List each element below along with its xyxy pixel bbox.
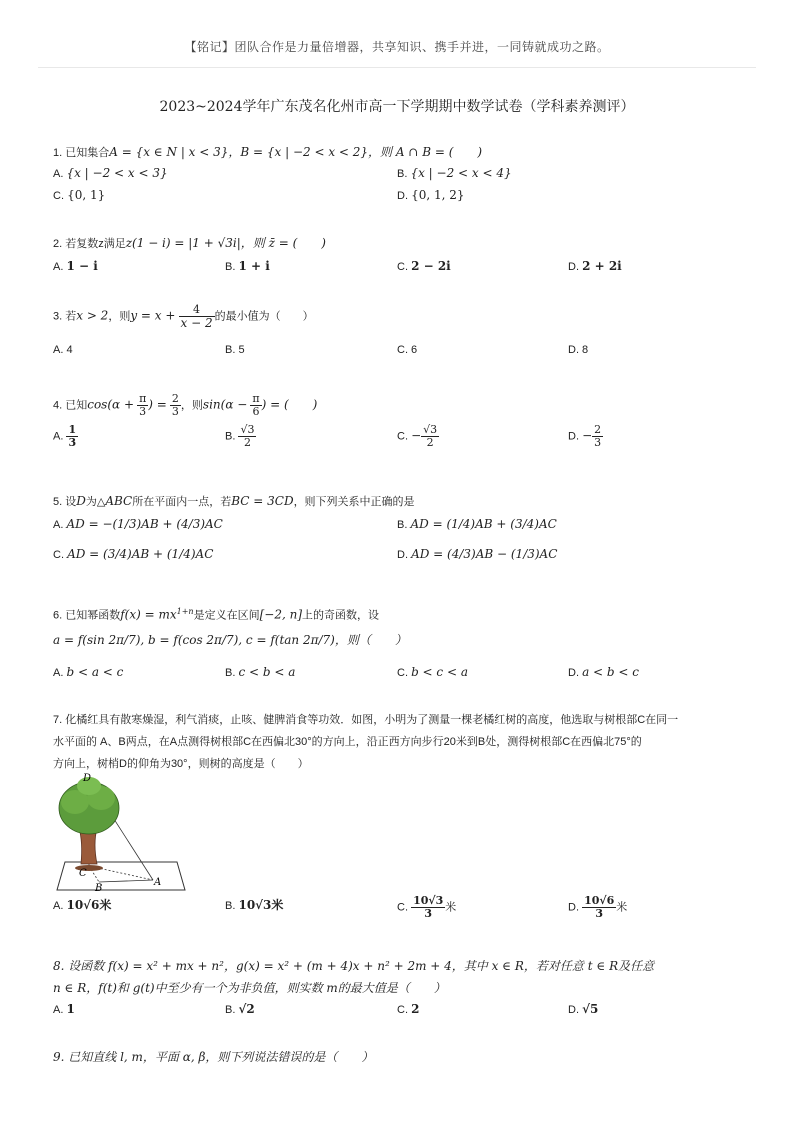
- q6-option-b[interactable]: [225, 664, 295, 681]
- q2-prefix: 2. 若复数: [53, 238, 99, 250]
- question-3-stem: [53, 304, 314, 329]
- q5-a-label: A.: [53, 519, 64, 531]
- q8-option-a[interactable]: [53, 1001, 75, 1018]
- q7-b-label: B.: [225, 900, 236, 912]
- q8-a-value: 1: [66, 1002, 75, 1016]
- q3-option-d[interactable]: D. 8: [568, 344, 589, 356]
- q4-frac-pi3: [137, 393, 148, 418]
- q1-a-value: {x | −2 < x < 3}: [66, 166, 168, 180]
- q7-label-a: A: [154, 877, 162, 888]
- q4-three: 3: [139, 405, 147, 418]
- q3-num: 4: [179, 304, 215, 317]
- q4-pi: π: [139, 392, 147, 405]
- q8-c-value: 2: [411, 1002, 420, 1016]
- q2-a-label: A.: [53, 261, 64, 273]
- q8-d-label: D.: [568, 1004, 579, 1016]
- q2-c-value: 2 − 2i: [411, 259, 451, 273]
- q4-frac-pi6: [250, 393, 261, 418]
- question-6-stem-line2: [53, 632, 407, 648]
- q4-c-frac: [421, 424, 439, 449]
- q8-b-value: √2: [238, 1002, 255, 1016]
- q1-option-a[interactable]: [53, 165, 168, 182]
- q6-b-label: B.: [225, 667, 236, 679]
- q6-mid: 是定义在区间: [193, 609, 260, 622]
- q6-option-d[interactable]: [568, 664, 639, 681]
- q4-frac-23: [170, 393, 181, 418]
- q1-option-c[interactable]: [53, 187, 105, 204]
- q7-label-d: D: [83, 773, 92, 784]
- q4-d-den: 3: [594, 436, 602, 449]
- q4-c-label: C.: [397, 430, 408, 443]
- q6-b-value: c < b < a: [238, 665, 296, 679]
- q5-suffix: ，则下列关系中正确的是: [293, 496, 415, 508]
- question-7-line2: 水平面的 A、B两点，在A点测得树根部C在西偏北30°的方向上，沿正西方向步行20米到B处，测得树根部C在西偏北75°的: [53, 736, 642, 748]
- q4-d-sign: −: [582, 428, 593, 443]
- q8-a-label: A.: [53, 1004, 64, 1016]
- q5-a-value: AD = −(1/3)AB + (4/3)AC: [66, 517, 223, 531]
- q7-d-num: 10√6: [584, 894, 615, 907]
- header-divider: [38, 67, 756, 68]
- q7-option-d[interactable]: [568, 895, 627, 920]
- q8-d-value: √5: [582, 1002, 599, 1016]
- q6-option-c[interactable]: [397, 664, 468, 681]
- q2-math: z(1 − i) = |1 + √3i|，则 z̄ = ( ): [125, 236, 326, 250]
- q4-b-num: √3: [240, 423, 255, 436]
- q7-b-value: 10√3米: [238, 898, 284, 912]
- question-8-line2: [53, 980, 753, 997]
- q5-b-label: B.: [397, 519, 408, 531]
- q7-d-frac: [582, 895, 616, 920]
- q6-d-value: a < b < c: [582, 665, 639, 679]
- q3-function: y = x +: [130, 308, 176, 323]
- q7-tree-figure: [53, 772, 193, 894]
- q4-rhs: sin(α −: [202, 397, 248, 412]
- q4-d-num: 2: [594, 423, 602, 436]
- q4-b-label: B.: [225, 430, 236, 443]
- q3-option-b[interactable]: B. 5: [225, 344, 245, 356]
- q2-mid: z满足: [98, 238, 126, 250]
- q9-stem-text: 9. 已知直线 l, m，平面 α, β，则下列说法错误的是（ ）: [53, 1050, 374, 1064]
- q3-suffix: 的最小值为（ ）: [214, 310, 314, 323]
- question-1-stem: [53, 144, 482, 161]
- q7-ground-plane: [57, 862, 185, 890]
- q4-six: 6: [252, 405, 260, 418]
- q3-condition: x > 2: [76, 308, 109, 323]
- q5-c-label: C.: [53, 549, 64, 561]
- q7-line-ba: [99, 880, 153, 882]
- q7-option-c[interactable]: [397, 895, 456, 920]
- q2-c-label: C.: [397, 261, 408, 273]
- q2-option-d[interactable]: [568, 258, 622, 275]
- q4-option-d[interactable]: [568, 424, 603, 449]
- q3-mid: ，则: [108, 310, 131, 323]
- q4-option-a[interactable]: [53, 424, 78, 449]
- q5-point-d: D: [76, 494, 86, 508]
- q3-option-c[interactable]: C. 6: [397, 344, 418, 356]
- q4-lhs: cos(α +: [87, 397, 134, 412]
- q7-c-den: 3: [424, 907, 432, 920]
- q3-fraction: [179, 304, 215, 329]
- q6-d-label: D.: [568, 667, 579, 679]
- q2-option-c[interactable]: [397, 258, 451, 275]
- q4-a-frac: [66, 424, 78, 449]
- q4-d-label: D.: [568, 430, 579, 443]
- q7-option-b[interactable]: [225, 897, 283, 914]
- q7-a-label: A.: [53, 900, 64, 912]
- question-7-line1: 7. 化橘红具有散寒燥湿，利气消痰，止咳、健脾消食等功效．如图，小明为了测量一棵老橘红树的高度，他选取与树根部C在同一: [53, 714, 679, 726]
- q6-suffix: 上的奇函数，设: [302, 609, 380, 622]
- q8-c-label: C.: [397, 1004, 408, 1016]
- q1-option-b[interactable]: [397, 165, 512, 182]
- q4-b-frac: [238, 424, 256, 449]
- q1-c-value: {0, 1}: [67, 188, 106, 202]
- q5-option-b[interactable]: [397, 516, 557, 533]
- q2-b-value: 1 + i: [238, 259, 270, 273]
- q4-c-num: √3: [423, 423, 438, 436]
- q6-c-value: b < c < a: [411, 665, 468, 679]
- q3-prefix: 3. 若: [53, 310, 77, 323]
- question-5-stem: [53, 493, 415, 510]
- q4-c-den: 2: [426, 436, 434, 449]
- q7-d-unit: 米: [616, 901, 628, 914]
- q6-definitions: a = f(sin 2π/7), b = f(cos 2π/7), c = f(tan 2π/7)，则（ ）: [53, 633, 407, 647]
- q1-option-d[interactable]: [397, 187, 465, 204]
- q7-c-unit: 米: [445, 901, 457, 914]
- q5-triangle: ABC: [105, 494, 133, 508]
- q4-pi-2: π: [252, 392, 260, 405]
- q7-option-a[interactable]: [53, 897, 111, 914]
- exam-title: 2023~2024学年广东茂名化州市高一下学期期中数学试卷（学科素养测评）: [159, 99, 635, 115]
- q7-label-b: B: [95, 883, 103, 894]
- q1-a-label: A.: [53, 168, 64, 180]
- q4-c-sign: −: [411, 428, 422, 443]
- q7-label-c: C: [79, 868, 87, 879]
- q5-d-value: AD = (4/3)AB − (1/3)AC: [411, 547, 558, 561]
- q8-b-label: B.: [225, 1004, 236, 1016]
- q5-option-a[interactable]: [53, 516, 223, 533]
- q4-a-label: A.: [53, 430, 64, 443]
- q2-d-value: 2 + 2i: [582, 259, 622, 273]
- q6-function: f(x) = mx: [120, 607, 177, 622]
- question-6-stem-line1: [53, 604, 379, 624]
- q2-b-label: B.: [225, 261, 236, 273]
- q4-prefix: 4. 已知: [53, 399, 88, 412]
- question-9-stem: [53, 1049, 753, 1066]
- question-2-stem: [53, 235, 326, 252]
- q1-d-value: {0, 1, 2}: [411, 188, 465, 202]
- q5-option-c[interactable]: [53, 546, 213, 563]
- q7-c-label: C.: [397, 901, 408, 914]
- q4-eq: ) =: [148, 397, 167, 412]
- q6-a-value: b < a < c: [66, 665, 124, 679]
- q5-d-label: D.: [397, 549, 408, 561]
- q5-mid2: 所在平面内一点，若: [132, 496, 232, 508]
- q8-line2-text: n ∈ R，f(t)和 g(t)中至少有一个为非负值，则实数 m的最大值是（ ）: [53, 981, 446, 995]
- q2-d-label: D.: [568, 261, 579, 273]
- q5-mid1: 为△: [85, 496, 106, 508]
- q4-tail: ) = ( ): [261, 397, 318, 412]
- q8-option-b[interactable]: [225, 1001, 255, 1018]
- q2-option-b[interactable]: [225, 258, 270, 275]
- q7-d-den: 3: [595, 907, 603, 920]
- q8-line1-text: 8. 设函数 f(x) = x² + mx + n²，g(x) = x² + (m + 4)x + n² + 2m + 4，其中 x ∈ R，若对任意 t ∈ R及任意: [53, 959, 655, 973]
- q6-interval: [−2, n]: [259, 607, 303, 622]
- q6-prefix: 6. 已知幂函数: [53, 609, 121, 622]
- q1-math: A = {x ∈ N | x < 3}，B = {x | −2 < x < 2}，则 A ∩ B = ( ): [109, 145, 483, 159]
- q7-c-num: 10√3: [413, 894, 444, 907]
- question-4-stem: [53, 393, 317, 418]
- q7-d-label: D.: [568, 901, 579, 914]
- q7-a-value: 10√6米: [66, 898, 112, 912]
- q6-option-a[interactable]: [53, 664, 123, 681]
- q5-prefix: 5. 设: [53, 496, 77, 508]
- q5-vector-eq: BC = 3CD: [231, 494, 294, 508]
- q4-a-num: 1: [68, 423, 77, 436]
- q4-d-frac: [592, 424, 603, 449]
- q7-c-frac: [411, 895, 445, 920]
- q6-exponent: 1+n: [176, 607, 194, 616]
- q4-b-den: 2: [243, 436, 251, 449]
- question-7-line3: 方向上，树梢D的仰角为30°，则树的高度是（ ）: [53, 758, 309, 770]
- q4-mid: ，则: [180, 399, 203, 412]
- q8-option-c[interactable]: [397, 1001, 419, 1018]
- q5-c-value: AD = (3/4)AB + (1/4)AC: [67, 547, 214, 561]
- q5-b-value: AD = (1/4)AB + (3/4)AC: [410, 517, 557, 531]
- q4-two: 2: [171, 392, 179, 405]
- q1-c-label: C.: [53, 190, 64, 202]
- q6-a-label: A.: [53, 667, 64, 679]
- q1-prefix: 1. 已知集合: [53, 147, 110, 159]
- q4-three2: 3: [171, 405, 179, 418]
- q1-b-value: {x | −2 < x < 4}: [410, 166, 512, 180]
- q3-option-a[interactable]: A. 4: [53, 344, 73, 356]
- question-8-line1: [53, 958, 753, 975]
- q8-option-d[interactable]: [568, 1001, 598, 1018]
- q4-option-b[interactable]: [225, 424, 256, 449]
- header-banner: 【铭记】团队合作是力量倍增器，共享知识、携手并进，一同铸就成功之路。: [184, 40, 610, 54]
- q1-b-label: B.: [397, 168, 408, 180]
- q6-c-label: C.: [397, 667, 408, 679]
- q2-option-a[interactable]: [53, 258, 98, 275]
- q4-option-c[interactable]: [397, 424, 439, 449]
- q5-option-d[interactable]: [397, 546, 557, 563]
- q3-den: x − 2: [180, 316, 213, 330]
- q1-d-label: D.: [397, 190, 408, 202]
- q4-a-den: 3: [68, 436, 77, 449]
- q2-a-value: 1 − i: [66, 259, 98, 273]
